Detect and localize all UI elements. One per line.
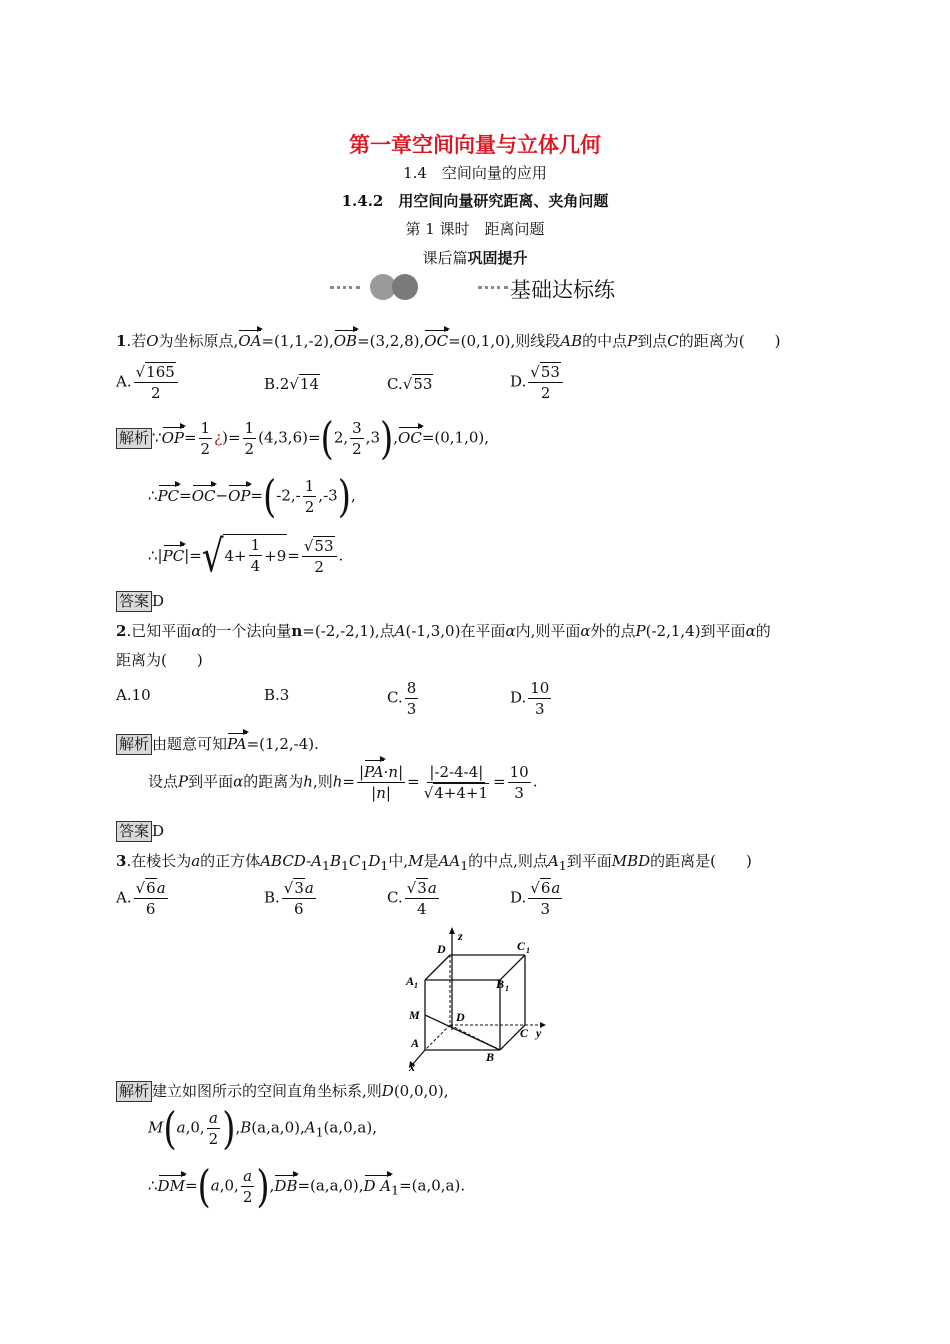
text: ,0, [185, 1118, 205, 1137]
text: 为坐标原点, [158, 332, 239, 350]
question-3 [116, 850, 752, 873]
radicand: 6 [146, 879, 156, 897]
text: , [235, 1118, 241, 1137]
text: 1 [360, 858, 369, 873]
text: C [667, 332, 679, 350]
denominator: 6 [145, 900, 156, 918]
vector-label: PA [364, 763, 384, 781]
text: 2, [333, 428, 349, 447]
text: 是 [423, 852, 439, 870]
option-label: D. [510, 372, 527, 391]
option-d: D. $\frac{√6a}{3}$ [510, 879, 561, 918]
text: A [547, 852, 559, 870]
section-title: 1.4 空间向量的应用 [403, 164, 547, 182]
banner-title: 基础达标练 [510, 278, 615, 302]
answer-value: D [152, 592, 165, 610]
solution-1-line-1: 解析 ∵OP= $\frac{1}{2}$ ¿)= $\frac{1}{2}$ (4,3,6)=(2, $\frac{3}{2}$ ,3),OC=(0,1,0), [116, 418, 489, 459]
text: ∵ [152, 428, 162, 447]
vertex-label: B [486, 1050, 495, 1064]
option-a: A. $\frac{√165}{2}$ [116, 362, 180, 403]
text: B [329, 852, 341, 870]
question-1 [116, 330, 780, 351]
text: · [383, 763, 389, 781]
vertex-subscript: 1 [526, 946, 530, 955]
text: P [635, 622, 646, 640]
option-label: A. [116, 372, 132, 391]
text: 外的点 [590, 622, 636, 640]
text: ,3 [365, 428, 380, 447]
axis-label-x: x [409, 1060, 415, 1074]
text: P [627, 332, 638, 350]
option-d: D. $\frac{√53}{2}$ [510, 362, 565, 403]
numerator: a [208, 1109, 218, 1127]
text: = [407, 772, 420, 791]
text: α [505, 622, 516, 640]
banner-dots-left [330, 286, 360, 289]
text: .已知平面 [126, 622, 192, 640]
answer-value: D [152, 822, 165, 840]
text: (a,0,a), [323, 1118, 377, 1137]
text: B [240, 1118, 252, 1137]
text: n [291, 622, 303, 640]
text: = [179, 486, 192, 505]
text: 到平面 [188, 772, 234, 791]
text: 的正方体 [200, 852, 261, 870]
analysis-tag: 解析 [116, 1081, 152, 1102]
radicand: 6 [540, 879, 551, 897]
question-2-line-2: 距离为( ) [116, 651, 203, 669]
text: 内,则平面 [515, 622, 581, 640]
text: (a,a,0), [251, 1118, 305, 1137]
text: ∴ [148, 486, 158, 505]
text: O [146, 332, 159, 350]
lesson-title: 第 1 课时 距离问题 [405, 220, 545, 238]
numerator: 1 [244, 419, 255, 437]
text: α [745, 622, 756, 640]
solution-3-line-3: ∴DM=(a,0, $\frac{a}{2}$ ),DB=(a,a,0),D $A_1=(a,0,a)$. [148, 1160, 466, 1213]
text: 的距离是( ) [650, 852, 752, 870]
text: 设点 [148, 772, 179, 791]
solution-3-line-1 [116, 1080, 448, 1102]
text: .若 [126, 332, 147, 350]
denominator: 3 [535, 700, 545, 718]
solution-2-line-1 [116, 733, 319, 755]
vector-label: D A [363, 1176, 392, 1195]
answer-2 [116, 821, 164, 842]
vector-label: OB [333, 332, 358, 350]
text: =(3,2,8), [357, 332, 425, 350]
vector-label: PA [227, 735, 247, 753]
option-label: C. [387, 688, 403, 707]
text: D [381, 1082, 394, 1100]
text: a [176, 1118, 186, 1137]
axis-label-y: y [536, 1026, 542, 1040]
denominator: |n| [371, 784, 391, 802]
vector-label: DB [274, 1176, 298, 1195]
option-b: B. $\frac{√3a}{6}$ [264, 879, 314, 918]
denominator: 2 [352, 440, 362, 458]
text: a [210, 1176, 220, 1195]
option-label: B.2 [264, 375, 290, 393]
text: a [551, 879, 561, 897]
text: , [350, 486, 356, 505]
question-number: 1 [116, 332, 127, 350]
text: AA [438, 852, 461, 870]
chapter-title: 第一章空间向量与立体几何 [349, 133, 601, 157]
denominator: 2 [304, 498, 315, 516]
denominator: 4 [416, 900, 427, 918]
radicand: 14 [299, 375, 319, 393]
question-2-line-1 [116, 620, 771, 641]
vector-label: OC [398, 428, 422, 447]
text: 由题意可知 [152, 735, 228, 753]
z-axis-arrow [449, 927, 455, 934]
text: (-2,1,4)到平面 [645, 622, 746, 640]
numerator: 10 [530, 679, 550, 697]
text: MBD [611, 852, 651, 870]
vector-label: OA [238, 332, 262, 350]
denominator: 2 [242, 1188, 253, 1206]
answer-1 [116, 591, 164, 612]
text: α [580, 622, 591, 640]
denominator: 3 [514, 784, 524, 802]
text: =(-2,-2,1),点 [302, 622, 395, 640]
text: = [184, 1176, 198, 1195]
text: P [178, 772, 189, 791]
text: 的中点,则点 [468, 852, 548, 870]
text: D [368, 852, 381, 870]
text: a [427, 879, 437, 897]
vertex-label: C [517, 939, 526, 953]
text: =(1,1,-2), [261, 332, 334, 350]
text: 4+ [224, 546, 247, 565]
vertex-label: B [496, 977, 505, 991]
vertex-label: C [520, 1026, 529, 1040]
text: , [393, 428, 399, 447]
text: = [183, 428, 197, 447]
text: 1 [315, 1124, 324, 1140]
text: − [215, 486, 229, 505]
kind-prefix: 课后篇 [422, 249, 468, 267]
vector-label: PC [162, 546, 185, 565]
text: 的中点 [582, 332, 628, 350]
numerator: 8 [406, 679, 417, 697]
text: 1 [391, 1182, 400, 1198]
text: 到平面 [566, 852, 612, 870]
vector-label: DM [157, 1176, 185, 1195]
vector-label: OC [191, 486, 216, 505]
text: 的一个法向量 [201, 622, 292, 640]
text: = [287, 546, 300, 565]
text: | [358, 763, 365, 781]
numerator: |-2-4-4| [429, 763, 484, 781]
radicand: 53 [540, 363, 560, 381]
text: AB [560, 332, 583, 350]
text: h [303, 772, 313, 791]
vertex-subscript: 1 [414, 981, 418, 990]
vertex-label: D [437, 942, 446, 956]
radicand: 53 [413, 375, 433, 393]
text: 1 [460, 858, 469, 873]
denominator: 2 [540, 384, 551, 402]
denominator: 2 [200, 440, 211, 458]
numerator: 1 [304, 477, 315, 495]
text: . [338, 546, 344, 565]
text: = [342, 772, 355, 791]
text: a [156, 879, 166, 897]
vertex-label: A [406, 974, 415, 988]
vector-label: OC [424, 332, 449, 350]
text: =(a,a,0), [297, 1176, 364, 1195]
radicand: 53 [314, 537, 334, 555]
option-b: B.2√14 [264, 375, 319, 393]
text: a [191, 852, 201, 870]
text: M [408, 852, 424, 870]
banner-dots-right [478, 286, 508, 289]
text: ∴ [148, 1176, 158, 1195]
vertex-label: D [456, 1010, 465, 1024]
option-d [510, 678, 553, 719]
text: =(1,2,-4). [246, 735, 319, 753]
option-c [387, 678, 420, 719]
question-number: 2 [116, 622, 127, 640]
option-a: A.10 [116, 686, 151, 704]
vector-label: PC [157, 486, 180, 505]
banner-circle-icon [392, 274, 418, 300]
denominator: 2 [208, 1130, 219, 1148]
denominator: 6 [294, 900, 304, 918]
text: .在棱长为 [126, 852, 192, 870]
text: h [332, 772, 343, 791]
text: ,则 [312, 772, 333, 791]
radicand: 3 [417, 879, 427, 897]
text: α [233, 772, 244, 791]
text: 1 [380, 858, 389, 873]
text: =(0,1,0), [421, 428, 490, 447]
option-c: C.√53 [387, 375, 433, 393]
solution-1-line-2: ∴PC=OC−OP=(-2,- $\frac{1}{2}$ ,-3), [148, 470, 356, 523]
text: -2,- [276, 486, 301, 505]
option-label: B. [264, 888, 280, 907]
text: C [348, 852, 361, 870]
text: ∴| [148, 546, 163, 565]
text: =(a,0,a). [399, 1176, 466, 1195]
numerator: 1 [250, 536, 261, 554]
vertex-subscript: 1 [505, 984, 509, 993]
vertex-label: M [409, 1008, 420, 1022]
text: (0,0,0), [393, 1082, 449, 1100]
text: ABCD-A [260, 852, 323, 870]
vertex-label: A [411, 1036, 420, 1050]
radicand: 3 [294, 879, 304, 897]
denominator: 3 [540, 900, 551, 918]
text: ,-3 [318, 486, 338, 505]
option-b: B.3 [264, 686, 290, 704]
option-label: C. [387, 375, 403, 393]
solution-2-line-2: 设点P到平面α的距离为h,则h= $\frac{|PA\cdot n|}{|n|}$ = $\frac{|-2-4-4|}{√4+4+1}$ = $\frac{10}{3}$ . [148, 763, 538, 802]
text: = [250, 486, 264, 505]
denominator: 2 [150, 384, 161, 402]
text: α [191, 622, 202, 640]
text: 1 [341, 858, 349, 873]
section-banner [330, 272, 630, 302]
text: 的 [755, 622, 771, 640]
text: ,0, [219, 1176, 239, 1195]
answer-tag: 答案 [116, 591, 152, 612]
text: . [532, 772, 538, 791]
text: , [269, 1176, 275, 1195]
text: 建立如图所示的空间直角坐标系,则 [152, 1082, 382, 1100]
text: )= [222, 428, 241, 447]
radicand: 4+4+1 [434, 784, 489, 802]
denominator: 2 [314, 558, 324, 576]
numerator: a [243, 1167, 253, 1185]
text: | [398, 763, 404, 781]
vector-label: OP [161, 428, 184, 447]
text: a [304, 879, 314, 897]
denominator: 4 [250, 557, 261, 575]
text: A [304, 1118, 316, 1137]
radicand: 165 [146, 363, 175, 381]
text: |= [184, 546, 202, 565]
answer-tag: 答案 [116, 821, 152, 842]
option-a: A. $\frac{√6a}{6}$ [116, 879, 166, 918]
question-number: 3 [116, 852, 127, 870]
text: n [388, 763, 399, 781]
text: (4,3,6)= [258, 428, 321, 447]
text: = [493, 772, 506, 791]
text: A [394, 622, 406, 640]
text: 1 [322, 858, 330, 873]
text: 中, [388, 852, 409, 870]
denominator: 3 [406, 700, 417, 718]
numerator: 3 [352, 419, 362, 437]
option-label: C. [387, 888, 403, 907]
cube-figure [400, 925, 560, 1075]
text: M [148, 1118, 164, 1137]
kind-bold: 巩固提升 [467, 249, 528, 267]
text: =(0,1,0),则线段 [448, 332, 561, 350]
solution-1-line-3: ∴|PC|=√ 4+ $\frac{1}{4}$ +9 = $\frac{√53}{2}$ . [148, 530, 344, 583]
option-c: C. $\frac{√3a}{4}$ [387, 879, 437, 918]
text: 到点 [637, 332, 668, 350]
text: (-1,3,0)在平面 [405, 622, 506, 640]
kind-title [0, 247, 950, 268]
subsection-title: 1.4.2 用空间向量研究距离、夹角问题 [341, 192, 609, 210]
text: +9 [264, 546, 287, 565]
solution-3-line-2: M(a,0, $\frac{a}{2}$ )$,B(a,a,0),A_1(a,0,a)$, [148, 1102, 377, 1155]
vector-label: OP [228, 486, 251, 505]
numerator: 10 [509, 763, 529, 781]
text: 的距离为 [243, 772, 304, 791]
option-label: A. [116, 888, 132, 907]
denominator: 2 [244, 440, 255, 458]
text: ¿ [214, 428, 223, 447]
text: 1 [558, 858, 567, 873]
text: 的距离为( ) [678, 332, 781, 350]
option-label: D. [510, 888, 527, 907]
axis-label-z: z [458, 929, 463, 943]
option-label: D. [510, 688, 527, 707]
numerator: 1 [200, 419, 211, 437]
analysis-tag: 解析 [116, 428, 152, 449]
analysis-tag: 解析 [116, 734, 152, 755]
